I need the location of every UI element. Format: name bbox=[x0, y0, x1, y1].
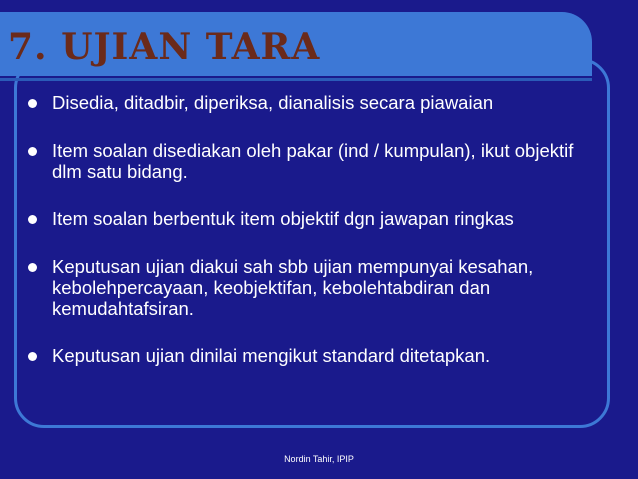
bullet-item bbox=[22, 256, 602, 319]
bullet-text: Item soalan berbentuk item objektif dgn jawapan ringkas bbox=[52, 208, 514, 229]
bullet-dot-icon bbox=[28, 263, 37, 272]
bullet-dot-icon bbox=[28, 352, 37, 361]
bullet-list bbox=[22, 92, 602, 366]
bullet-dot-icon bbox=[28, 215, 37, 224]
bullet-text: Disedia, ditadbir, diperiksa, dianalisis secara piawaian bbox=[52, 92, 494, 113]
title-band-divider bbox=[0, 78, 592, 81]
bullet-dot-icon bbox=[28, 99, 37, 108]
bullet-text: Item soalan disediakan oleh pakar (ind / kumpulan), ikut objektif dlm satu bidang. bbox=[52, 140, 574, 182]
bullet-dot-icon bbox=[28, 147, 37, 156]
bullet-text: Keputusan ujian dinilai mengikut standard ditetapkan. bbox=[52, 345, 491, 366]
bullet-text: Keputusan ujian diakui sah sbb ujian mempunyai kesahan, kebolehpercayaan, keobjektifan, kebolehtabdiran dan kemudahtafsiran. bbox=[52, 256, 534, 319]
slide-title: 7. UJIAN TARA bbox=[8, 26, 321, 68]
bullet-item bbox=[22, 92, 602, 113]
bullet-item bbox=[22, 140, 602, 182]
bullet-item bbox=[22, 345, 602, 366]
footer-credit: Nordin Tahir, IPIP bbox=[284, 454, 354, 464]
bullet-item bbox=[22, 208, 602, 229]
